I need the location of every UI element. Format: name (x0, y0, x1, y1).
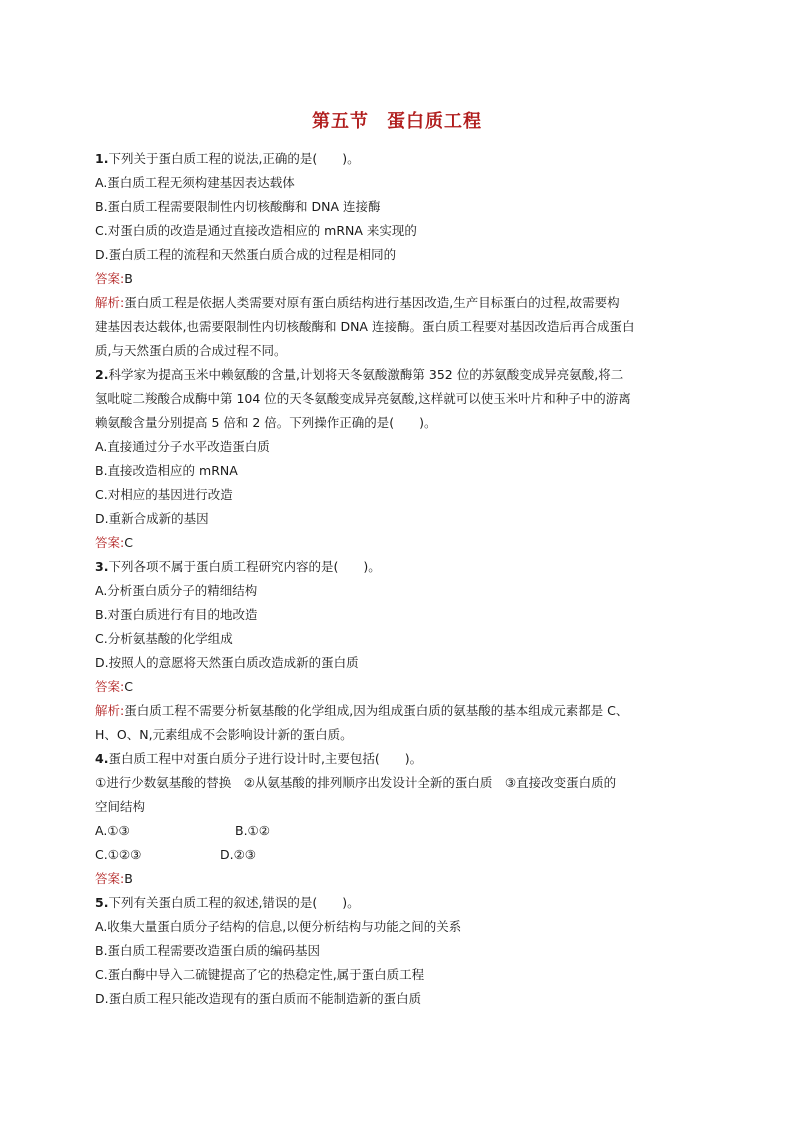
section-name: 蛋白质工程 (387, 111, 482, 132)
option: D.按照人的意愿将天然蛋白质改造成新的蛋白质 (95, 655, 359, 670)
item-line: 空间结构 (95, 799, 146, 814)
question-stem-line: 氢吡啶二羧酸合成酶中第 104 位的天冬氨酸变成异亮氨酸,这样就可以使玉米叶片和种子中的游离 (95, 391, 631, 406)
answer: 答案:B (95, 271, 133, 286)
option: D.蛋白质工程只能改造现有的蛋白质而不能制造新的蛋白质 (95, 991, 422, 1006)
explanation-line: 建基因表达载体,也需要限制性内切核酸酶和 DNA 连接酶。蛋白质工程要对基因改造后再合成蛋白 (95, 319, 635, 334)
section-number: 第五节 (312, 111, 369, 132)
option: C.分析氨基酸的化学组成 (95, 631, 233, 646)
option: B.对蛋白质进行有目的地改造 (95, 607, 258, 622)
explanation-line: 解析:蛋白质工程不需要分析氨基酸的化学组成,因为组成蛋白质的氨基酸的基本组成元素都是 C、 (95, 703, 629, 718)
question-stem-line: 赖氨酸含量分别提高 5 倍和 2 倍。下列操作正确的是( )。 (95, 415, 437, 430)
question-number: 3. (95, 559, 109, 574)
option: A.直接通过分子水平改造蛋白质 (95, 439, 270, 454)
option: D.重新合成新的基因 (95, 511, 209, 526)
option: A.分析蛋白质分子的精细结构 (95, 583, 258, 598)
question-number: 2. (95, 367, 109, 382)
option-row (95, 843, 703, 867)
option: C.①②③ (95, 847, 142, 862)
answer: 答案:C (95, 679, 133, 694)
option: C.蛋白酶中导入二硫键提高了它的热稳定性,属于蛋白质工程 (95, 967, 425, 982)
question-number: 5. (95, 895, 109, 910)
answer: 答案:B (95, 871, 133, 886)
explanation-line: H、O、N,元素组成不会影响设计新的蛋白质。 (95, 727, 353, 742)
question-stem: 1.下列关于蛋白质工程的说法,正确的是( )。 (95, 151, 360, 166)
answer: 答案:C (95, 535, 133, 550)
option: B.蛋白质工程需要限制性内切核酸酶和 DNA 连接酶 (95, 199, 381, 214)
explanation-line: 解析:蛋白质工程是依据人类需要对原有蛋白质结构进行基因改造,生产目标蛋白的过程,故需要构 (95, 295, 620, 310)
question-number: 4. (95, 751, 109, 766)
question-stem: 3.下列各项不属于蛋白质工程研究内容的是( )。 (95, 559, 381, 574)
question-list (95, 147, 703, 1011)
option: C.对相应的基因进行改造 (95, 487, 233, 502)
item-line: ①进行少数氨基酸的替换 ②从氨基酸的排列顺序出发设计全新的蛋白质 ③直接改变蛋白质的 (95, 775, 617, 790)
option: D.②③ (220, 847, 257, 862)
option: C.对蛋白质的改造是通过直接改造相应的 mRNA 来实现的 (95, 223, 417, 238)
question-stem: 4.蛋白质工程中对蛋白质分子进行设计时,主要包括( )。 (95, 751, 423, 766)
option: D.蛋白质工程的流程和天然蛋白质合成的过程是相同的 (95, 247, 397, 262)
option: B.直接改造相应的 mRNA (95, 463, 238, 478)
option: A.蛋白质工程无须构建基因表达载体 (95, 175, 295, 190)
question-stem: 5.下列有关蛋白质工程的叙述,错误的是( )。 (95, 895, 360, 910)
option-row (95, 819, 703, 843)
page-title (0, 107, 794, 133)
option: B.蛋白质工程需要改造蛋白质的编码基因 (95, 943, 321, 958)
question-stem: 2.科学家为提高玉米中赖氨酸的含量,计划将天冬氨酸激酶第 352 位的苏氨酸变成异亮氨酸,将二 (95, 367, 624, 382)
option: A.①③ (95, 823, 130, 838)
explanation-line: 质,与天然蛋白质的合成过程不同。 (95, 343, 287, 358)
question-number: 1. (95, 151, 109, 166)
option: B.①② (235, 823, 270, 838)
option: A.收集大量蛋白质分子结构的信息,以便分析结构与功能之间的关系 (95, 919, 462, 934)
